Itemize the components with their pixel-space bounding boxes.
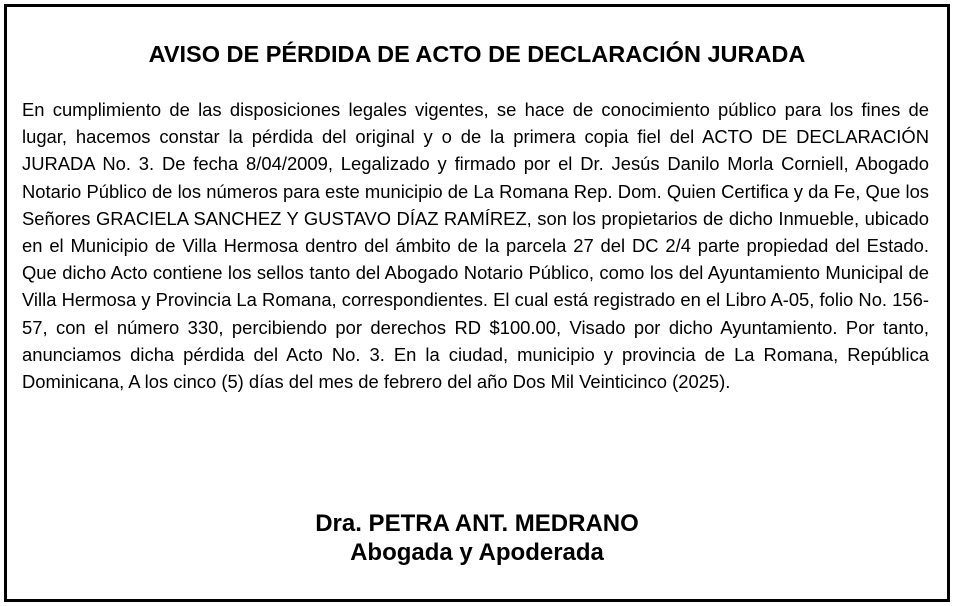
notice-title: AVISO DE PÉRDIDA DE ACTO DE DECLARACIÓN JURADA xyxy=(148,41,806,67)
signatory-role: Abogada y Apoderada xyxy=(350,539,604,566)
signature-block xyxy=(7,509,947,567)
notice-border xyxy=(4,4,950,602)
signatory-name: Dra. PETRA ANT. MEDRANO xyxy=(315,510,639,537)
notice-body: En cumplimiento de las disposiciones legales vigentes, se hace de conocimiento público para los fines de lugar, hacemos constar la pérdida del original y o de la primera copia fiel del ACTO DE DECLARACIÓN JURADA No. 3. De fecha 8/04/2009, Legalizado y firmado por el Dr. Jesús Danilo Morla Corniell, Abogado Notario Público de los números para este municipio de La Romana Rep. Dom. Quien Certifica y da Fe, Que los Señores GRACIELA SANCHEZ Y GUSTAVO DÍAZ RAMÍREZ, son los propietarios de dicho Inmueble, ubicado en el Municipio de Villa Hermosa dentro del ámbito de la parcela 27 del DC 2/4 parte propiedad del Estado. Que dicho Acto contiene los sellos tanto del Abogado Notario Público, como los del Ayuntamiento Municipal de Villa Hermosa y Provincia La Romana, correspondientes. El cual está registrado en el Libro A-05, folio No. 156-57, con el número 330, percibiendo por derechos RD $100.00, Visado por dicho Ayuntamiento. Por tanto, anunciamos dicha pérdida del Acto No. 3. En la ciudad, municipio y provincia de La Romana, República Dominicana, A los cinco (5) días del mes de febrero del año Dos Mil Veinticinco (2025). xyxy=(22,99,929,393)
